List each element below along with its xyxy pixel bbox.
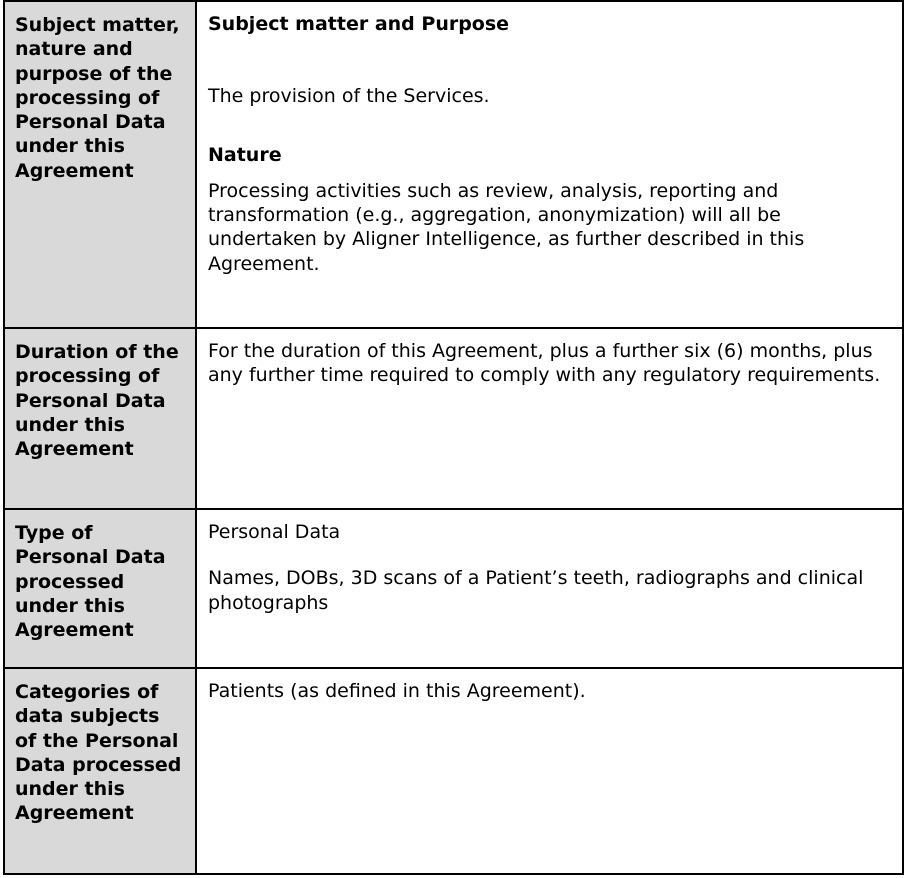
row-label: Duration of the processing of Personal Data under this Agreement xyxy=(15,341,179,461)
row-content-cell xyxy=(196,328,903,509)
paragraph: For the duration of this Agreement, plus a further six (6) months, plus any further time required to comply with any regulatory requirements. xyxy=(208,340,881,387)
row-content-cell xyxy=(196,668,903,874)
row-label: Subject matter, nature and purpose of the processing of Personal Data under this Agreement xyxy=(15,14,180,182)
paragraph: Personal Data xyxy=(208,521,341,543)
paragraph: Patients (as defined in this Agreement). xyxy=(208,680,586,702)
row-label-cell xyxy=(4,509,196,668)
paragraph: Processing activities such as review, analysis, reporting and transformation (e.g., aggregation, anonymization) will all be undertaken by Aligner Intelligence, as further described in this Agreement. xyxy=(208,179,805,275)
table-row xyxy=(4,509,903,668)
row-label-cell xyxy=(4,1,196,328)
processing-details-table xyxy=(3,0,904,875)
table-row xyxy=(4,1,903,328)
table-row xyxy=(4,328,903,509)
row-label-cell xyxy=(4,668,196,874)
table-row xyxy=(4,668,903,874)
section-heading: Nature xyxy=(208,143,282,166)
row-content-cell xyxy=(196,509,903,668)
paragraph: Names, DOBs, 3D scans of a Patient’s teeth, radiographs and clinical photographs xyxy=(208,567,864,614)
section-heading: Subject matter and Purpose xyxy=(208,13,510,35)
row-content-cell xyxy=(196,1,903,328)
row-label: Type of Personal Data processed under this Agreement xyxy=(15,522,166,642)
row-label: Categories of data subjects of the Personal Data processed under this Agreement xyxy=(15,681,182,825)
paragraph: The provision of the Services. xyxy=(208,85,490,108)
row-label-cell xyxy=(4,328,196,509)
